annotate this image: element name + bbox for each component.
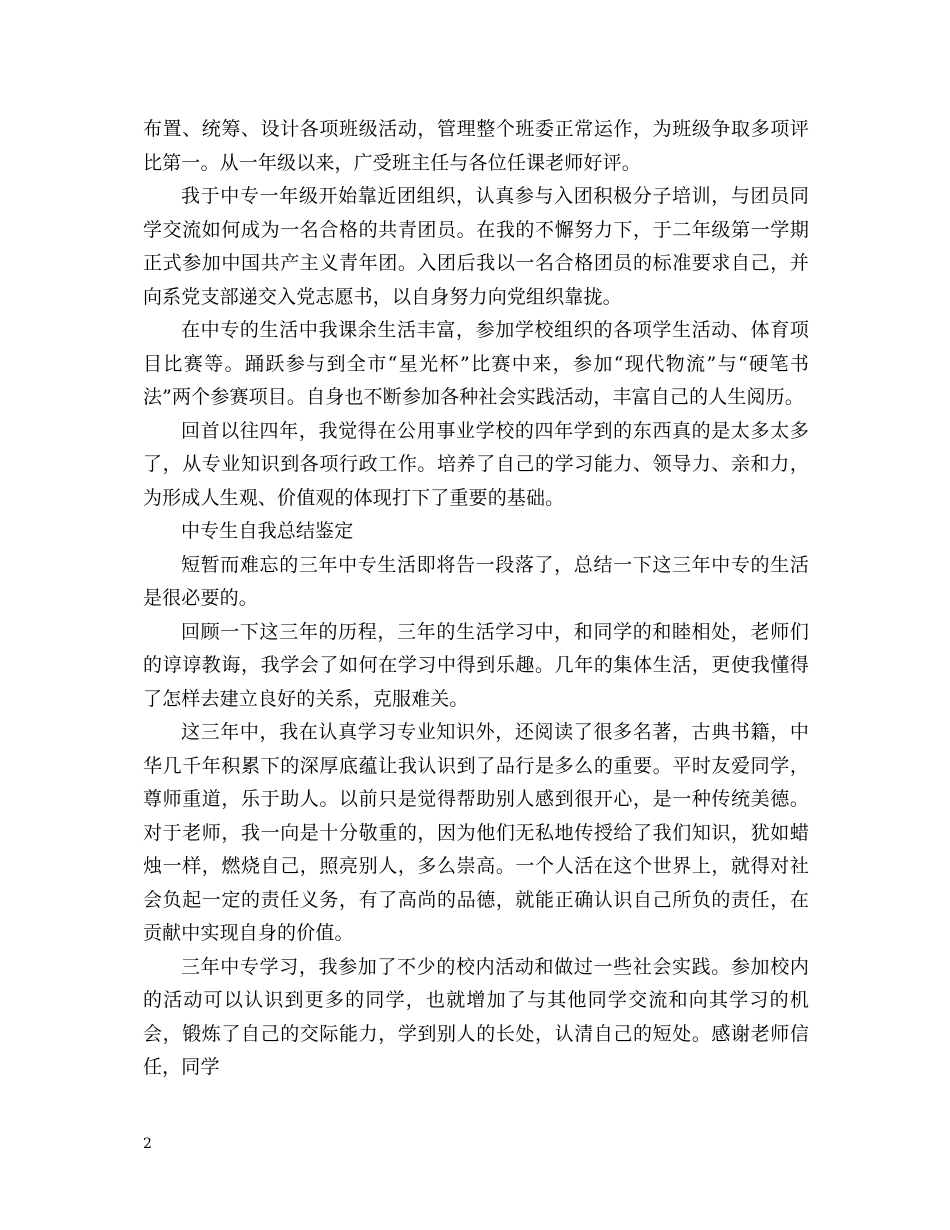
paragraph-three-years-review: 回顾一下这三年的历程，三年的生活学习中，和同学的和睦相处，老师们的谆谆教诲，我学会了如何在学习中得到乐趣。几年的集体生活，更使我懂得了怎样去建立良好的关系，克服难关。 [143, 620, 809, 710]
paragraph-extracurricular: 在中专的生活中我课余生活丰富，参加学校组织的各项学生活动、体育项目比赛等。踊跃参与到全市“星光杯”比赛中来，参加“现代物流”与“硬笔书法”两个参赛项目。自身也不断参加各种社会实践活动，丰富自己的人生阅历。 [143, 319, 809, 408]
paragraph-summary-intro: 短暂而难忘的三年中专生活即将告一段落了，总结一下这三年中专的生活是很必要的。 [143, 553, 809, 609]
paragraph-four-years-review: 回首以往四年，我觉得在公用事业学校的四年学到的东西真的是太多太多了，从专业知识到各项行政工作。培养了自己的学习能力、领导力、亲和力，为形成人生观、价值观的体现打下了重要的基础。 [143, 419, 809, 509]
paragraph-reading-and-morals: 这三年中，我在认真学习专业知识外，还阅读了很多名著，古典书籍，中华几千年积累下的深厚底蕴让我认识到了品行是多么的重要。平时友爱同学，尊师重道，乐于助人。以前只是觉得帮助别人感到很开心，是一种传统美德。对于老师，我一向是十分敬重的，因为他们无私地传授给了我们知识，犹如蜡烛一样，燃烧自己，照亮别人，多么崇高。一个人活在这个世界上，就得对社会负起一定的责任义务，有了高尚的品德，就能正确认识自己所负的责任，在贡献中实现自身的价值。 [143, 721, 809, 944]
document-body [143, 113, 809, 1085]
page-number: 2 [143, 1136, 152, 1152]
paragraph-youth-league: 我于中专一年级开始靠近团组织，认真参与入团积极分子培训，与团员同学交流如何成为一名合格的共青团员。在我的不懈努力下，于二年级第一学期正式参加中国共产主义青年团。入团后我以一名合格团员的标准要求自己，并向系党支部递交入党志愿书，以自身努力向党组织靠拢。 [143, 185, 809, 308]
section-heading: 中专生自我总结鉴定 [181, 520, 354, 542]
paragraph-class-activities: 布置、统筹、设计各项班级活动，管理整个班委正常运作，为班级争取多项评比第一。从一年级以来，广受班主任与各位任课老师好评。 [143, 118, 809, 174]
paragraph-campus-activities: 三年中专学习，我参加了不少的校内活动和做过一些社会实践。参加校内的活动可以认识到更多的同学，也就增加了与其他同学交流和向其学习的机会，锻炼了自己的交际能力，学到别人的长处，认清自己的短处。感谢老师信任，同学 [143, 955, 809, 1078]
